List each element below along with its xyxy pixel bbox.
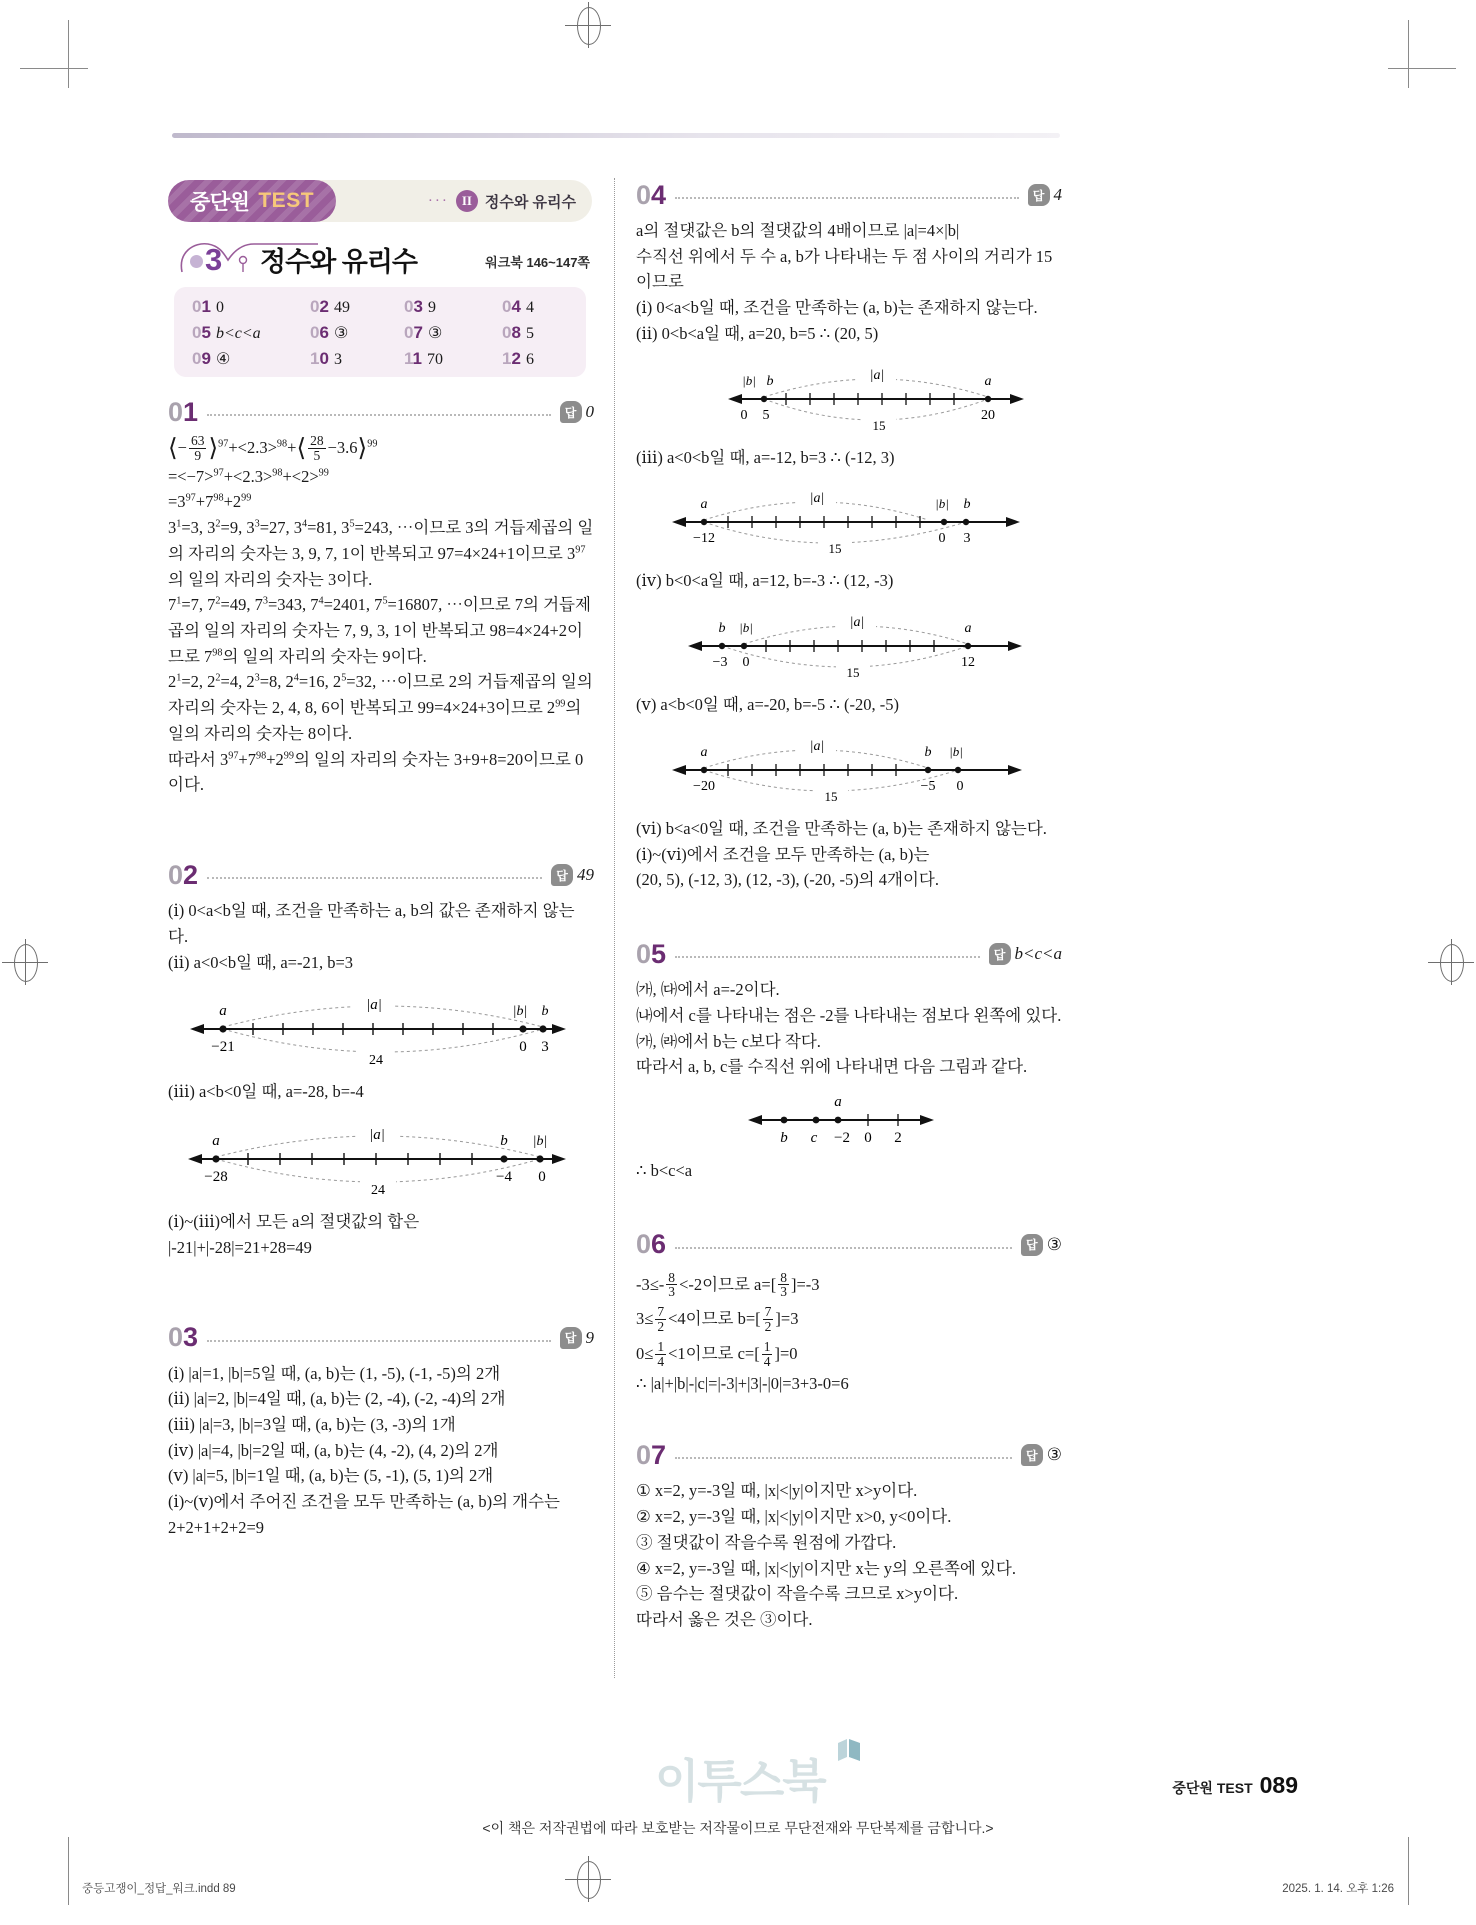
problem-07-answer	[1021, 1444, 1062, 1466]
math-line: 3≤ $\frac{7}{2}$ <4이므로 b=[ $\frac{7}{2}$ ]=3	[636, 1304, 799, 1335]
number-line-figure-1	[168, 983, 594, 1075]
dotted-leader	[675, 1447, 1012, 1459]
problem-06-answer-value: ③	[1046, 1234, 1062, 1254]
problem-05-number: 05	[636, 938, 667, 969]
answer-item-01	[192, 297, 224, 317]
svg-text:|a|: |a|	[809, 491, 825, 507]
problem-04-number: 04	[636, 179, 667, 210]
problem-03-answer-value: 9	[585, 1327, 594, 1347]
body-line: 2+2+1+2+2=9	[168, 1517, 265, 1537]
conclusion-line: (ⅰ)~(ⅲ)에서 모든 a의 절댓값의 합은	[168, 1212, 420, 1232]
conclusion-line: ∴ |a|+|b|-|c|=|-3|+|3|-|0|=3+3-0=6	[636, 1373, 849, 1393]
answer-badge-icon: 답	[989, 943, 1011, 965]
dotted-leader	[675, 187, 1018, 199]
page-number: 089	[1259, 1772, 1298, 1798]
explain-line: 따라서 $3^{97}+7^{98}+2^{99}$의 일의 자리의 숫자는 3+9+8=20이므로 0이다.	[168, 749, 584, 795]
crop-mark-left	[68, 20, 69, 88]
chip-english-label: TEST	[258, 189, 315, 212]
conclusion-line: (ⅰ)~(ⅵ)에서 조건을 모두 만족하는 (a, b)는	[636, 844, 930, 864]
reason-line: ㈎, ㈑에서 b는 c보다 작다.	[636, 1031, 821, 1051]
case-line: (ⅱ) a<0<b일 때, a=-21, b=3	[168, 952, 354, 972]
test-chip	[168, 180, 336, 222]
registration-mark-top	[565, 2, 611, 48]
answer-badge-icon: 답	[1028, 184, 1050, 206]
svg-text:0: 0	[742, 655, 750, 671]
print-timestamp: 2025. 1. 14. 오후 1:26	[1282, 1883, 1394, 1895]
problem-06-answer	[1021, 1234, 1062, 1256]
svg-text:|a|: |a|	[869, 367, 885, 383]
problem-06-number: 06	[636, 1229, 667, 1260]
number-line-figure-04-2	[636, 478, 1062, 564]
answer-item-number: 12	[502, 349, 521, 368]
problem-01-body	[168, 435, 594, 798]
problem-01	[168, 395, 594, 798]
answer-badge-icon: 답	[560, 1327, 582, 1349]
answer-item-08	[502, 323, 534, 343]
svg-text:−12: −12	[693, 531, 715, 547]
answer-item-value: 70	[427, 351, 443, 368]
section-header	[168, 180, 592, 222]
body-line: (ⅴ) |a|=5, |b|=1일 때, (a, b)는 (5, -1), (5, 1)의 2개	[168, 1466, 494, 1486]
svg-text:0: 0	[538, 1169, 546, 1186]
problem-05-answer	[989, 943, 1063, 965]
body-line: ⑤ 음수는 절댓값이 작을수록 크므로 x>y이다.	[636, 1584, 959, 1604]
problem-04	[636, 178, 1062, 893]
reason-line: ㈏에서 c를 나타내는 점은 -2를 나타내는 점보다 왼쪽에 있다.	[636, 1005, 1062, 1025]
case-line: (ⅳ) b<0<a일 때, a=12, b=-3 ∴ (12, -3)	[636, 571, 894, 591]
number-line-figure-04-4	[636, 726, 1062, 812]
workbook-reference: 워크북 146~147쪽	[485, 255, 590, 270]
body-line: ④ x=2, y=-3일 때, |x|<|y|이지만 x는 y의 오른쪽에 있다.	[636, 1558, 1016, 1578]
answer-item-09	[192, 349, 230, 369]
problem-04-body	[636, 218, 1062, 893]
answer-item-number: 08	[502, 323, 521, 342]
svg-text:b: b	[780, 1130, 788, 1147]
problem-03	[168, 1321, 594, 1541]
svg-text:3: 3	[541, 1039, 549, 1056]
problem-07-header	[636, 1438, 1062, 1472]
explain-line: $3^1=3$, $3^2=9$, $3^3=27$, $3^4=81$, $3^5=243$, ⋯이므로 3의 거듭제곱의 일의 자리의 숫자는 3, 9, 7, 1이 반복되고 97=4×24+1이므로 $3^{97}$의 일의 자리의 숫자는 3이다.	[168, 518, 594, 589]
answer-grid	[192, 297, 576, 375]
answer-badge-icon: 답	[560, 401, 582, 423]
body-line: 따라서 옳은 것은 ③이다.	[636, 1610, 813, 1630]
svg-text:|a|: |a|	[366, 997, 382, 1014]
math-line: $=3^{97}+7^{98}+2^{99}$	[168, 492, 252, 512]
svg-text:b: b	[766, 373, 774, 389]
svg-text:0: 0	[956, 778, 964, 794]
conclusion-line: ∴ b<c<a	[636, 1161, 693, 1181]
answer-badge-icon: 답	[551, 864, 573, 886]
problem-02-answer-value: 49	[577, 865, 594, 885]
dotted-leader	[207, 404, 550, 416]
conclusion-line: (20, 5), (-12, 3), (12, -3), (-20, -5)의 4개이다.	[636, 870, 939, 890]
case-line: (ⅲ) a<0<b일 때, a=-12, b=3 ∴ (-12, 3)	[636, 447, 895, 467]
crop-mark-right	[1408, 20, 1409, 88]
conclusion-line: |-21|+|-28|=21+28=49	[168, 1237, 312, 1257]
number-line-figure-04-3	[636, 602, 1062, 688]
problem-03-number: 03	[168, 1322, 199, 1353]
svg-text:15: 15	[872, 417, 886, 433]
svg-text:3: 3	[963, 531, 971, 547]
svg-text:24: 24	[371, 1183, 385, 1199]
answer-badge-icon: 답	[1021, 1444, 1043, 1466]
left-column	[168, 395, 594, 1541]
answer-item-value: 3	[333, 351, 342, 368]
problem-02	[168, 858, 594, 1260]
dots-separator: ···	[427, 192, 449, 209]
svg-text:20: 20	[981, 407, 995, 423]
problem-03-header	[168, 1321, 594, 1355]
answer-row	[192, 297, 576, 323]
body-line: (ⅰ) |a|=1, |b|=5일 때, (a, b)는 (1, -5), (-1, -5)의 2개	[168, 1363, 501, 1383]
answer-item-04	[502, 297, 534, 317]
answer-item-11	[404, 349, 443, 369]
svg-text:b: b	[500, 1133, 508, 1150]
answer-item-number: 10	[310, 349, 329, 368]
reason-line: 따라서 a, b, c를 수직선 위에 나타내면 다음 그림과 같다.	[636, 1057, 1028, 1077]
answer-item-value: b<c<a	[215, 325, 261, 342]
answer-row	[192, 323, 576, 349]
problem-02-number: 02	[168, 859, 199, 890]
svg-text:0: 0	[519, 1039, 527, 1056]
answer-item-number: 06	[310, 323, 329, 342]
svg-text:b: b	[541, 1004, 549, 1020]
problem-07-answer-value: ③	[1046, 1445, 1062, 1465]
body-line: (ⅲ) |a|=3, |b|=3일 때, (a, b)는 (3, -3)의 1개	[168, 1415, 456, 1435]
svg-text:|b|: |b|	[512, 1004, 528, 1020]
answer-item-12	[502, 349, 534, 369]
answer-item-number: 02	[310, 297, 329, 316]
svg-text:b: b	[718, 621, 726, 637]
chapter-title-row	[168, 236, 592, 280]
page-footer	[1172, 1772, 1298, 1799]
svg-text:b: b	[963, 497, 971, 513]
reason-line: ㈎, ㈐에서 a=-2이다.	[636, 980, 780, 1000]
svg-text:|b|: |b|	[935, 496, 949, 512]
problem-05-header	[636, 937, 1062, 971]
unit-badge-icon: II	[456, 190, 478, 212]
chip-korean-label: 중단원	[190, 191, 250, 214]
body-line: (ⅰ)~(ⅴ)에서 주어진 조건을 모두 만족하는 (a, b)의 개수는	[168, 1492, 560, 1512]
problem-04-answer-value: 4	[1053, 185, 1062, 204]
svg-text:a: a	[219, 1003, 227, 1020]
answer-item-number: 07	[404, 323, 423, 342]
answer-item-number: 04	[502, 297, 521, 316]
intro-line: 수직선 위에서 두 수 a, b가 나타내는 두 점 사이의 거리가 15이므로	[636, 246, 1053, 292]
answer-item-number: 09	[192, 349, 211, 368]
number-line-figure-2	[168, 1113, 594, 1205]
answer-item-02	[310, 297, 350, 317]
problem-01-number: 01	[168, 396, 199, 427]
svg-text:−28: −28	[204, 1169, 228, 1186]
svg-text:|a|: |a|	[849, 615, 865, 631]
unit-label: 정수와 유리수	[484, 193, 576, 211]
answer-item-value: 9	[427, 299, 436, 316]
problem-06-header	[636, 1228, 1062, 1262]
problem-01-answer-value: 0	[585, 402, 594, 421]
svg-text:|a|: |a|	[809, 738, 825, 754]
chapter-title: 정수와 유리수	[260, 247, 417, 277]
dotted-leader	[675, 1237, 1012, 1249]
svg-text:|b|: |b|	[532, 1134, 548, 1150]
answer-item-number: 11	[404, 349, 422, 368]
explain-line: $2^1=2$, $2^2=4$, $2^3=8$, $2^4=16$, $2^5=32$, ⋯이므로 2의 거듭제곱의 일의 자리의 숫자는 2, 4, 8, 6이 반복되고 99=4×24+3이므로 $2^{99}$의 일의 자리의 숫자는 8이다.	[168, 672, 593, 743]
problem-07-body	[636, 1478, 1062, 1632]
crop-mark-top-left	[20, 68, 88, 69]
problem-06-body	[636, 1268, 1062, 1397]
answer-item-value: 0	[215, 299, 224, 316]
svg-text:|b|: |b|	[739, 620, 753, 636]
answer-item-number: 05	[192, 323, 211, 342]
problem-02-header	[168, 858, 594, 892]
svg-text:|b|: |b|	[949, 743, 963, 759]
top-rule	[172, 133, 1060, 138]
answer-item-value: 4	[525, 299, 534, 316]
problem-01-header	[168, 395, 594, 429]
watermark-flag-icon	[836, 1737, 862, 1765]
case-line: (ⅰ) 0<a<b일 때, 조건을 만족하는 a, b의 값은 존재하지 않는다.	[168, 901, 575, 946]
problem-04-header	[636, 178, 1062, 212]
svg-text:a: a	[964, 621, 972, 637]
svg-text:−2: −2	[834, 1130, 850, 1147]
math-line: ⟨− $\frac{63}{9}$ ⟩$^{97}$+<2.3>$^{98}$+⟨ $\frac{28}{5}$ −3.6⟩$^{99}$	[168, 433, 378, 463]
body-line: ② x=2, y=-3일 때, |x|<|y|이지만 x>0, y<0이다.	[636, 1507, 952, 1527]
svg-text:5: 5	[762, 407, 770, 423]
svg-text:|a|: |a|	[369, 1127, 385, 1144]
svg-text:−5: −5	[920, 778, 936, 794]
dotted-leader	[675, 946, 979, 958]
problem-03-body	[168, 1361, 594, 1541]
chapter-bullet-icon	[190, 255, 203, 268]
math-line: 0≤ $\frac{1}{4}$ <1이므로 c=[ $\frac{1}{4}$ ]=0	[636, 1338, 798, 1369]
print-filename: 중등고쟁이_정답_워크.indd 89	[82, 1883, 236, 1895]
answer-item-06	[310, 323, 348, 343]
answer-summary-box	[174, 287, 586, 377]
intro-line: a의 절댓값은 b의 절댓값의 4배이므로 |a|=4×|b|	[636, 221, 960, 240]
answer-item-10	[310, 349, 342, 369]
problem-04-answer	[1028, 184, 1063, 206]
svg-text:15: 15	[846, 665, 860, 681]
right-column	[636, 178, 1062, 1633]
footer-section-label: 중단원 TEST	[1172, 1780, 1253, 1796]
answer-item-07	[404, 323, 442, 343]
answer-item-value: ③	[333, 325, 349, 342]
answer-item-value: ③	[427, 325, 443, 342]
body-line: (ⅳ) |a|=4, |b|=2일 때, (a, b)는 (4, -2), (4, 2)의 2개	[168, 1440, 499, 1460]
problem-05	[636, 937, 1062, 1184]
svg-text:0: 0	[938, 531, 946, 547]
problem-02-answer	[551, 864, 594, 886]
copyright-notice: <이 책은 저작권법에 따라 보호받는 저작물이므로 무단전재와 무단복제를 금합니다.>	[482, 1820, 994, 1836]
crop-mark-bottom-right	[1408, 1837, 1409, 1905]
svg-text:12: 12	[961, 655, 975, 671]
svg-text:−20: −20	[693, 778, 715, 794]
body-line: ① x=2, y=-3일 때, |x|<|y|이지만 x>y이다.	[636, 1481, 918, 1501]
header-unit-info	[428, 180, 576, 222]
watermark-text: 이투스북	[655, 1755, 825, 1807]
svg-text:−21: −21	[211, 1039, 235, 1056]
svg-text:a: a	[700, 497, 708, 513]
problem-06	[636, 1228, 1062, 1397]
problem-07-number: 07	[636, 1439, 667, 1470]
registration-mark-left	[2, 939, 48, 985]
dotted-leader	[207, 867, 542, 879]
case-line: (ⅴ) a<b<0일 때, a=-20, b=-5 ∴ (-20, -5)	[636, 695, 900, 715]
problem-05-answer-value: b<c<a	[1014, 944, 1062, 964]
chapter-number-text: 3	[205, 242, 223, 277]
svg-text:b: b	[924, 744, 932, 760]
problem-01-answer	[560, 401, 595, 423]
svg-text:a: a	[700, 744, 708, 760]
number-line-figure-05	[636, 1088, 1062, 1154]
problem-07	[636, 1438, 1062, 1632]
case-line: (ⅲ) a<b<0일 때, a=-28, b=-4	[168, 1082, 364, 1102]
svg-text:−3: −3	[712, 655, 728, 671]
answer-item-number: 01	[192, 297, 211, 316]
svg-text:15: 15	[828, 541, 842, 557]
svg-text:−4: −4	[496, 1169, 512, 1186]
answer-item-03	[404, 297, 436, 317]
answer-item-05	[192, 323, 261, 343]
problem-02-body	[168, 898, 594, 1260]
svg-text:15: 15	[824, 788, 838, 804]
math-line: =<−7>$^{97}$+<2.3>$^{98}$+<2>$^{99}$	[168, 466, 329, 486]
crop-mark-bottom-left	[68, 1837, 69, 1905]
answer-item-value: ④	[215, 351, 231, 368]
answer-item-value: 49	[333, 299, 350, 316]
case-line: (ⅱ) 0<b<a일 때, a=20, b=5 ∴ (20, 5)	[636, 323, 879, 343]
column-divider	[614, 178, 615, 1678]
problem-03-answer	[560, 1327, 595, 1349]
answer-item-number: 03	[404, 297, 423, 316]
number-line-figure-04-1	[636, 355, 1062, 441]
registration-mark-right	[1428, 939, 1474, 985]
body-line: (ⅱ) |a|=2, |b|=4일 때, (a, b)는 (2, -4), (-2, -4)의 2개	[168, 1389, 506, 1409]
case-line: (ⅰ) 0<a<b일 때, 조건을 만족하는 (a, b)는 존재하지 않는다.	[636, 298, 1038, 318]
case-line: (ⅵ) b<a<0일 때, 조건을 만족하는 (a, b)는 존재하지 않는다.	[636, 818, 1047, 838]
svg-text:a: a	[984, 373, 992, 389]
svg-text:|b|: |b|	[742, 372, 756, 388]
svg-text:0: 0	[864, 1130, 872, 1147]
chapter-number	[190, 244, 222, 275]
answer-row	[192, 349, 576, 375]
svg-text:a: a	[212, 1133, 220, 1150]
explain-line: $7^1=7$, $7^2=49$, $7^3=343$, $7^4=2401$, $7^5=16807$, ⋯이므로 7의 거듭제곱의 일의 자리의 숫자는 7, 9, 3, 1이 반복되고 98=4×24+2이므로 $7^{98}$의 일의 자리의 숫자는 9이다.	[168, 595, 591, 666]
svg-text:c: c	[810, 1130, 818, 1147]
crop-mark-top-right	[1388, 68, 1456, 69]
answer-badge-icon: 답	[1021, 1234, 1043, 1256]
svg-text:0: 0	[740, 407, 748, 423]
answer-item-value: 5	[525, 325, 534, 342]
problem-05-body	[636, 977, 1062, 1184]
registration-mark-bottom	[565, 1856, 611, 1902]
dotted-leader	[207, 1330, 550, 1342]
svg-text:2: 2	[894, 1130, 902, 1147]
svg-text:a: a	[834, 1094, 842, 1111]
math-line: -3≤- $\frac{8}{3}$ <-2이므로 a=[ $\frac{8}{3}$ ]=-3	[636, 1269, 820, 1300]
body-line: ③ 절댓값이 작을수록 원점에 가깝다.	[636, 1532, 897, 1552]
answer-item-value: 6	[525, 351, 534, 368]
svg-text:24: 24	[369, 1053, 383, 1069]
